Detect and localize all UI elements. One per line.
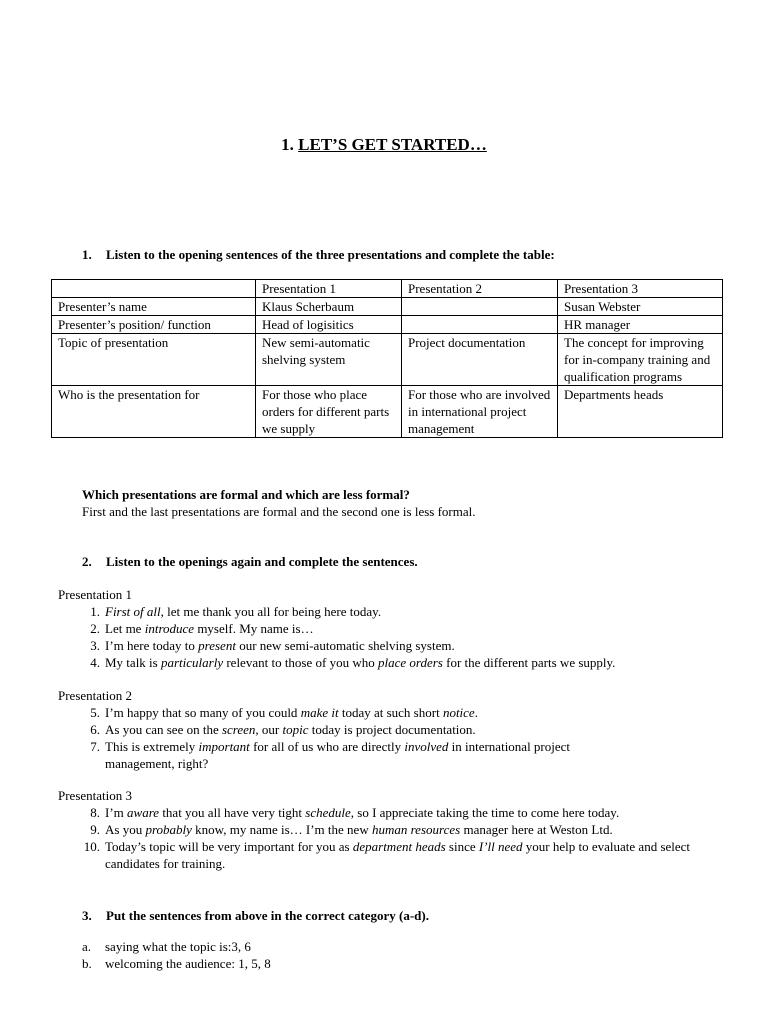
sentence-text: Today’s topic will be very important for you as — [105, 839, 353, 854]
sentence-text: This is extremely — [105, 739, 199, 754]
sentence-text: today at such short — [338, 705, 443, 720]
sentence-text: your help to evaluate and select candidates for training. — [105, 839, 691, 871]
sentence-item — [82, 821, 742, 838]
sentence-item — [82, 804, 742, 821]
highlighted-phrase: screen — [221, 722, 256, 737]
sentence-number: 3. — [90, 638, 100, 653]
sentence-text: manager here at Weston Ltd. — [460, 822, 613, 837]
highlighted-phrase: First of all — [105, 604, 161, 619]
table-header-row — [52, 280, 723, 298]
question-2-text: Listen to the openings again and complete the sentences. — [106, 554, 418, 569]
question-1 — [82, 246, 555, 263]
table-header-cell — [52, 280, 256, 298]
presentation-3-sentences — [82, 804, 742, 872]
title-text: LET’S GET STARTED… — [298, 135, 487, 154]
table-cell: Head of logisitics — [256, 316, 402, 334]
presentation-2-label: Presentation 2 — [58, 688, 133, 703]
presentation-3-label: Presentation 3 — [58, 788, 133, 803]
category-text: welcoming the audience: 1, 5, 8 — [105, 956, 271, 971]
category-text: saying what the topic is:3, 6 — [105, 939, 251, 954]
sentence-text: . — [474, 705, 478, 720]
table-cell: Project documentation — [402, 334, 558, 386]
presentation-1-sentences — [82, 603, 742, 671]
table-cell: Topic of presentation — [52, 334, 256, 386]
question-1-text: Listen to the opening sentences of the three presentations and complete the table: — [106, 247, 555, 262]
sentence-number: 1. — [90, 604, 100, 619]
presentation-1-label: Presentation 1 — [58, 587, 133, 602]
highlighted-phrase: I’ll need — [478, 839, 523, 854]
sentence-text: , let me thank you all for being here today. — [160, 604, 382, 619]
sentence-number: 2. — [90, 621, 100, 636]
highlighted-phrase: important — [198, 739, 250, 754]
table-cell: Departments heads — [558, 386, 723, 438]
sentence-number: 5. — [90, 705, 100, 720]
sentence-text: , so I appreciate taking the time to come here today. — [350, 805, 620, 820]
sentence-text: since — [445, 839, 479, 854]
highlighted-phrase: present — [198, 638, 236, 653]
sentence-number: 6. — [90, 722, 100, 737]
sentence-item — [82, 838, 742, 872]
question-3-number: 3. — [82, 908, 92, 923]
sentence-text: our new semi-automatic shelving system. — [235, 638, 455, 653]
sentence-item — [82, 704, 642, 721]
table-cell: Who is the presentation for — [52, 386, 256, 438]
presentations-table-body — [52, 280, 723, 438]
table-cell: Presenter’s name — [52, 298, 256, 316]
table-row — [52, 316, 723, 334]
sentence-number: 10. — [83, 839, 100, 854]
highlighted-phrase: human resources — [371, 822, 461, 837]
sentence-text: myself. My name is… — [194, 621, 314, 636]
sentence-item — [82, 721, 642, 738]
sentence-text: know, my name is… I’m the new — [191, 822, 372, 837]
sentence-text: As you can see on the — [105, 722, 222, 737]
table-cell — [402, 316, 558, 334]
presentations-table — [51, 279, 723, 438]
sentence-item — [82, 654, 742, 671]
table-cell: Susan Webster — [558, 298, 723, 316]
sentence-text: relevant to those of you who — [223, 655, 378, 670]
table-header-cell: Presentation 1 — [256, 280, 402, 298]
sentence-text: for all of us who are directly — [249, 739, 405, 754]
highlighted-phrase: probably — [145, 822, 192, 837]
sentence-text: , our — [255, 722, 283, 737]
table-cell: For those who place orders for different parts we supply — [256, 386, 402, 438]
category-letter: b. — [82, 956, 92, 971]
category-item — [82, 938, 682, 955]
title-number: 1. — [281, 135, 294, 154]
table-cell: New semi-automatic shelving system — [256, 334, 402, 386]
category-item — [82, 955, 682, 972]
question-3-text: Put the sentences from above in the correct category (a-d). — [106, 908, 429, 923]
highlighted-phrase: topic — [282, 722, 309, 737]
sentence-item — [82, 603, 742, 620]
question-2 — [82, 553, 418, 570]
sentence-number: 7. — [90, 739, 100, 754]
table-cell: Presenter’s position/ function — [52, 316, 256, 334]
table-cell: HR manager — [558, 316, 723, 334]
sentence-text: Let me — [105, 621, 145, 636]
sentence-text: My talk is — [105, 655, 161, 670]
sentence-item — [82, 738, 642, 772]
category-list — [82, 938, 682, 972]
table-row — [52, 334, 723, 386]
question-2-number: 2. — [82, 554, 92, 569]
table-header-cell: Presentation 3 — [558, 280, 723, 298]
formal-question: Which presentations are formal and which are less formal? — [82, 487, 410, 502]
highlighted-phrase: department heads — [352, 839, 446, 854]
page-title — [0, 134, 768, 156]
sentence-text: I’m happy that so many of you could — [105, 705, 301, 720]
question-1-number: 1. — [82, 247, 92, 262]
table-header-cell: Presentation 2 — [402, 280, 558, 298]
sentence-number: 9. — [90, 822, 100, 837]
sentence-item — [82, 620, 742, 637]
highlighted-phrase: introduce — [144, 621, 195, 636]
sentence-number: 8. — [90, 805, 100, 820]
category-letter: a. — [82, 939, 92, 954]
presentation-2-sentences — [82, 704, 642, 772]
table-cell — [402, 298, 558, 316]
highlighted-phrase: schedule — [305, 805, 351, 820]
table-cell: The concept for improving for in-company training and qualification programs — [558, 334, 723, 386]
sentence-text: that you all have very tight — [159, 805, 306, 820]
highlighted-phrase: particularly — [160, 655, 224, 670]
sentence-text: today is project documentation. — [308, 722, 476, 737]
highlighted-phrase: notice — [442, 705, 475, 720]
highlighted-phrase: aware — [127, 805, 160, 820]
sentence-text: I’m here today to — [105, 638, 199, 653]
sentence-number: 4. — [90, 655, 100, 670]
highlighted-phrase: involved — [404, 739, 449, 754]
highlighted-phrase: place orders — [377, 655, 443, 670]
sentence-text: for the different parts we supply. — [442, 655, 616, 670]
question-3 — [82, 907, 429, 924]
sentence-text: in international project management, right? — [105, 739, 571, 771]
table-cell: For those who are involved in international project management — [402, 386, 558, 438]
table-row — [52, 298, 723, 316]
sentence-text: I’m — [105, 805, 128, 820]
sentence-item — [82, 637, 742, 654]
table-cell: Klaus Scherbaum — [256, 298, 402, 316]
formal-answer: First and the last presentations are formal and the second one is less formal. — [82, 504, 476, 519]
table-row — [52, 386, 723, 438]
sentence-text: As you — [105, 822, 146, 837]
highlighted-phrase: make it — [300, 705, 339, 720]
